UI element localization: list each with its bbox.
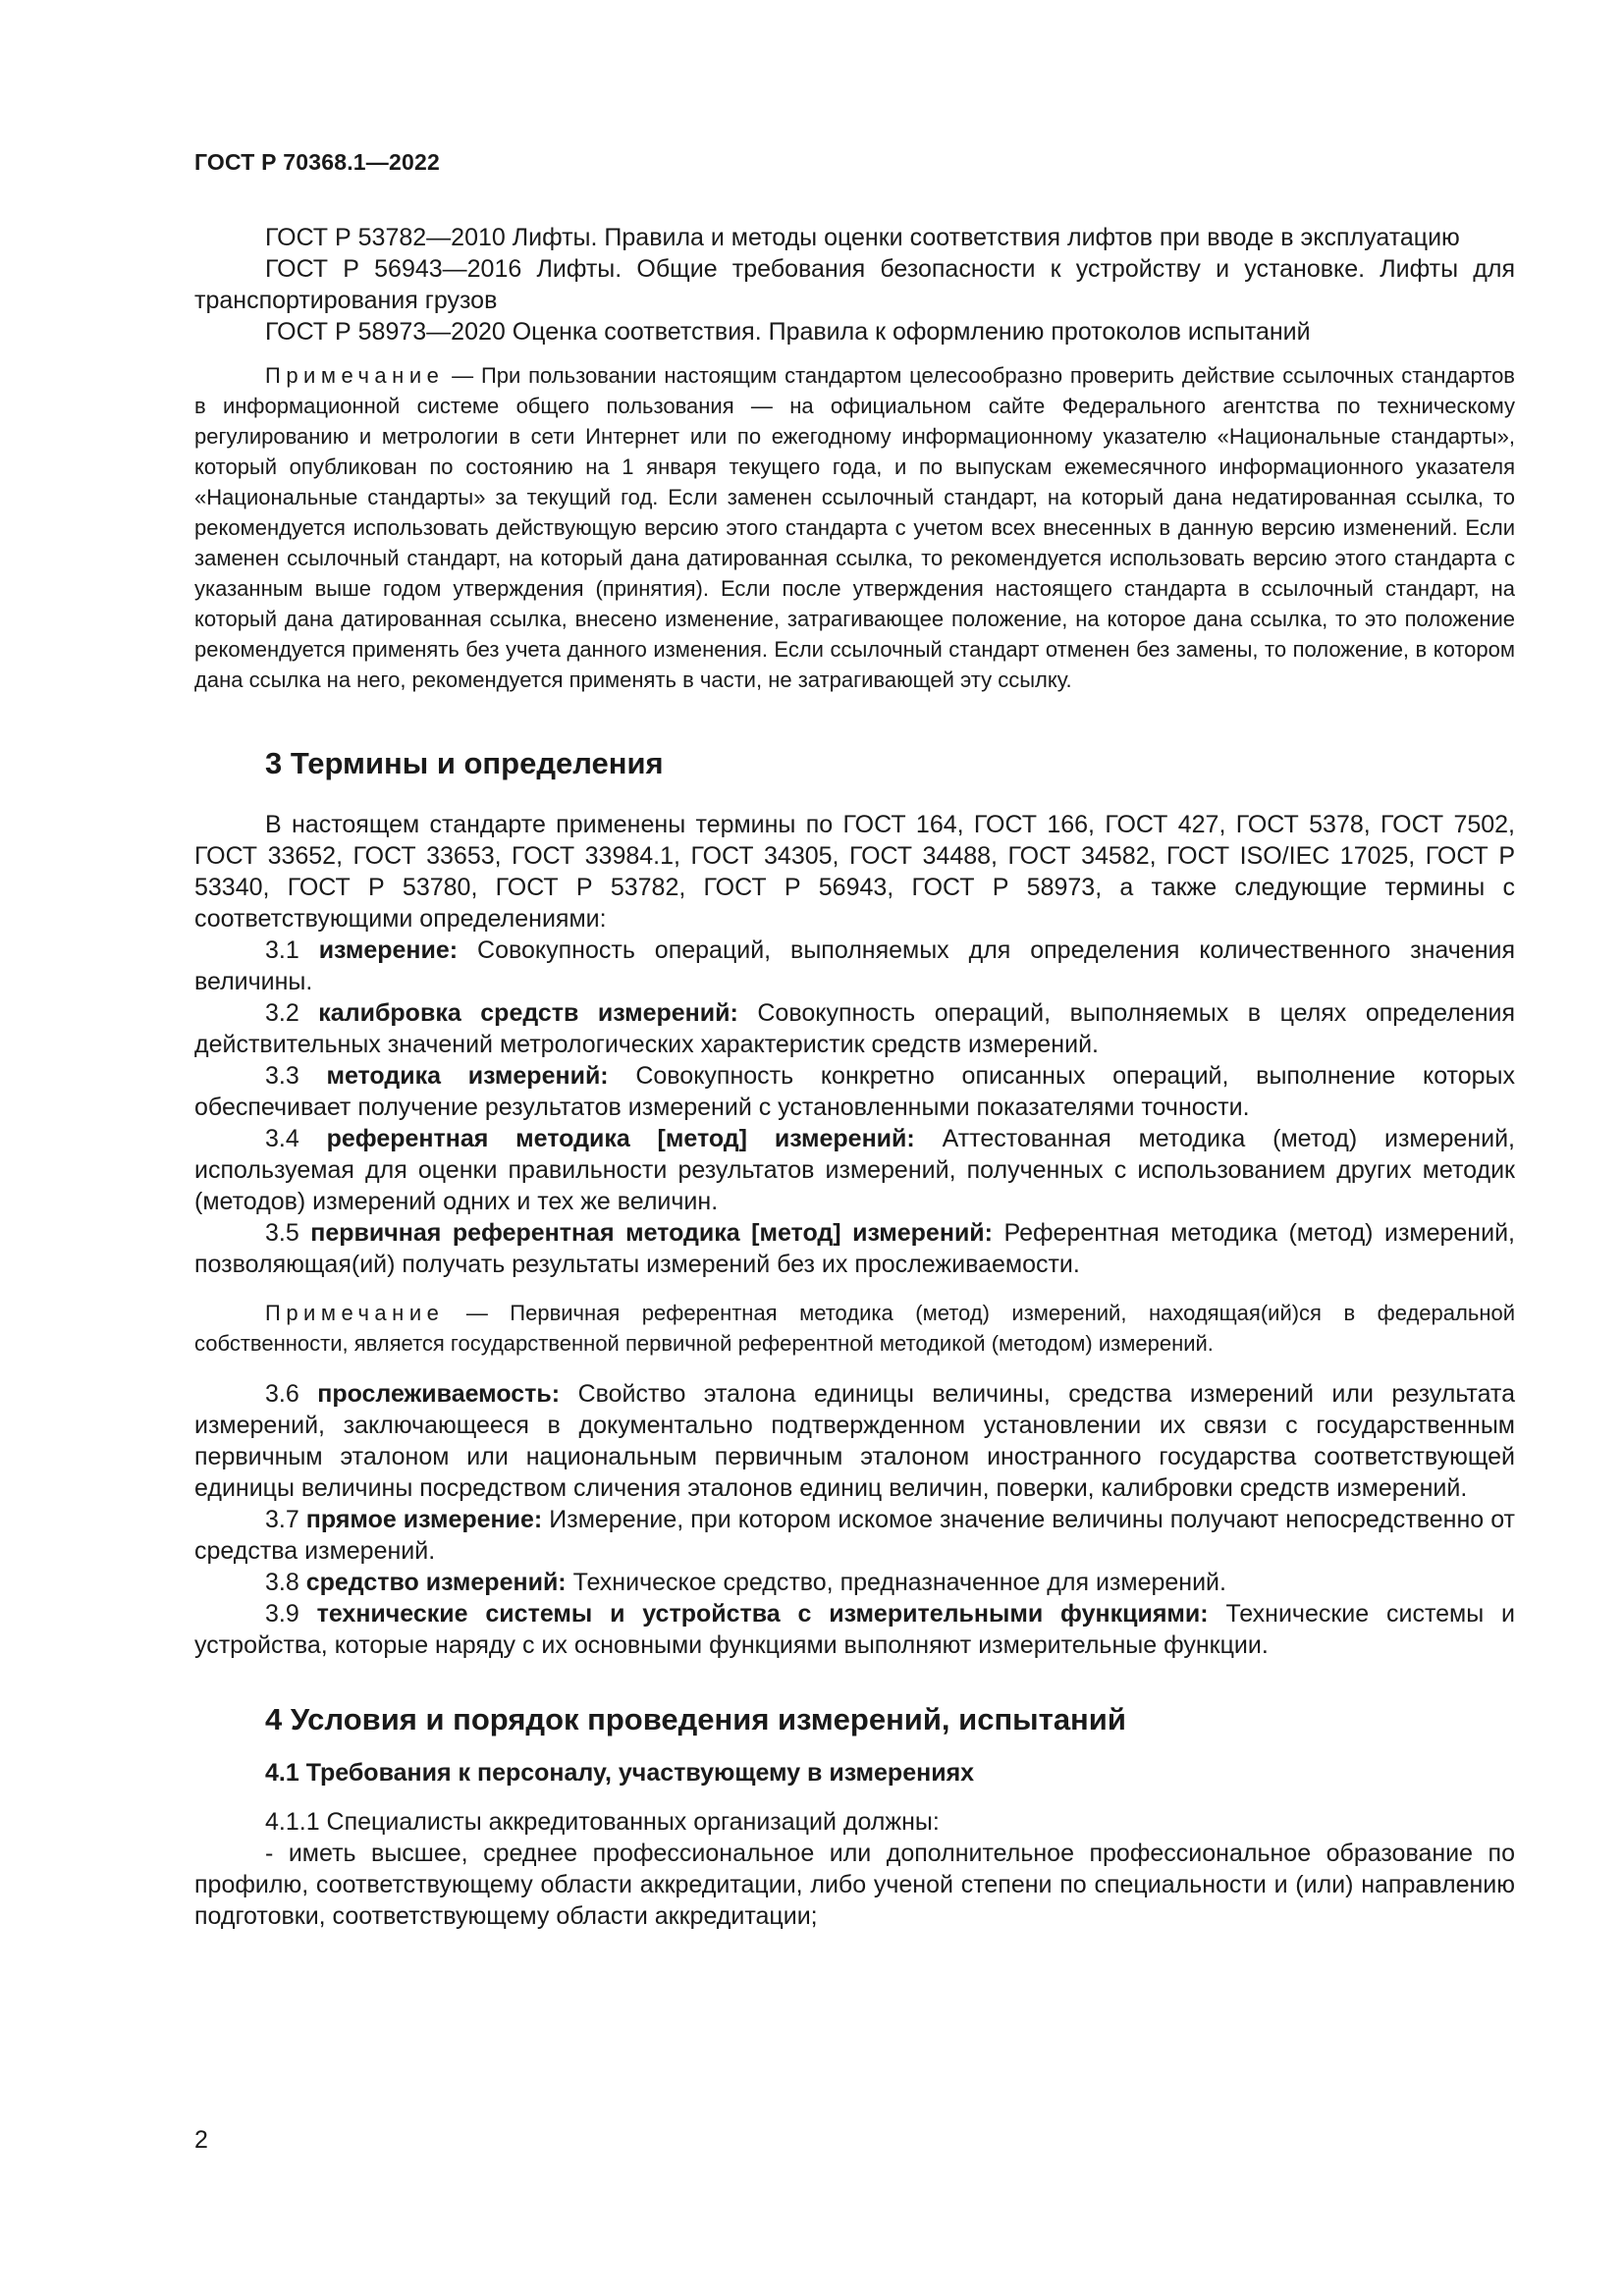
reference-item: ГОСТ Р 53782—2010 Лифты. Правила и методы оценки соответствия лифтов при вводе в эксплуатацию xyxy=(265,224,1460,251)
term-name: первичная референтная методика [метод] измерений: xyxy=(310,1219,993,1247)
term-definition xyxy=(194,1567,1515,1598)
document-header: ГОСТ Р 70368.1—2022 xyxy=(194,149,440,175)
term-name: референтная методика [метод] измерений: xyxy=(326,1125,915,1152)
term-definition xyxy=(194,934,1515,997)
term-number: 3.5 xyxy=(265,1219,311,1247)
term-number: 3.7 xyxy=(265,1506,306,1533)
reference-item: ГОСТ Р 58973—2020 Оценка соответствия. Правила к оформлению протоколов испытаний xyxy=(265,318,1311,346)
section-4-title: 4 Условия и порядок проведения измерений, испытаний xyxy=(265,1702,1126,1736)
term-def: Совокупность операций, выполняемых в целях определения действительных значений метрологических характеристик средств измерений. xyxy=(194,999,1516,1058)
term-number: 3.9 xyxy=(265,1600,317,1628)
note-references xyxy=(194,360,1515,695)
term-number: 3.1 xyxy=(265,936,319,964)
term-def: Референтная методика (метод) измерений, позволяющая(ий) получать результаты измерений без их прослеживаемости. xyxy=(194,1219,1515,1278)
page-content xyxy=(194,222,1515,1932)
term-def: Технические системы и устройства, которые наряду с их основными функциями выполняют измерительные функции. xyxy=(194,1600,1515,1659)
note-lead: Примечание xyxy=(265,1301,445,1325)
term-number: 3.4 xyxy=(265,1125,327,1152)
term-number: 3.8 xyxy=(265,1569,306,1596)
section-3-intro: В настоящем стандарте применены термины по ГОСТ 164, ГОСТ 166, ГОСТ 427, ГОСТ 5378, ГОСТ 7502, ГОСТ 33652, ГОСТ 33653, ГОСТ 33984.1, ГОСТ 34305, ГОСТ 34488, ГОСТ 34582, ГОСТ ISO/IEC 17025, ГОСТ Р 53340, ГОСТ Р 53780, ГОСТ Р 53782, ГОСТ Р 56943, ГОСТ Р 58973, а также следующие термины с соответствующими определениями: xyxy=(194,811,1515,933)
term-name: методика измерений: xyxy=(326,1062,609,1090)
term-name: прослеживаемость: xyxy=(317,1380,561,1408)
term-def: Техническое средство, предназначенное для измерений. xyxy=(566,1569,1226,1596)
term-definition xyxy=(194,1217,1515,1280)
requirement-item: - иметь высшее, среднее профессиональное или дополнительное профессиональное образование по профилю, соответствующему области аккредитации, либо ученой степени по специальности и (или) направлению подготовки, соответствующему области аккредитации; xyxy=(194,1840,1515,1930)
term-definition xyxy=(194,1123,1515,1217)
term-number: 3.6 xyxy=(265,1380,318,1408)
section-3-title: 3 Термины и определения xyxy=(265,746,664,780)
subsection-4-1-title: 4.1 Требования к персоналу, участвующему в измерениях xyxy=(265,1759,975,1787)
reference-item: ГОСТ Р 56943—2016 Лифты. Общие требования безопасности к устройству и установке. Лифты для транспортирования грузов xyxy=(194,255,1515,314)
term-definition xyxy=(194,997,1515,1060)
term-name: средство измерений: xyxy=(305,1569,567,1596)
term-name: калибровка средств измерений: xyxy=(318,999,738,1027)
note-text: — При пользовании настоящим стандартом целесообразно проверить действие ссылочных стандартов в информационной системе общего пользования — на официальном сайте Федерального агентства по техническому регулированию и метрологии в сети Интернет или по ежегодному информационному указателю «Национальные стандарты», который опубликован по состоянию на 1 января текущего года, и по выпускам ежемесячного информационного указателя «Национальные стандарты» за текущий год. Если заменен ссылочный стандарт, на который дана недатированная ссылка, то рекомендуется использовать действующую версию этого стандарта с учетом всех внесенных в данную версию изменений. Если заменен ссылочный стандарт, на который дана датированная ссылка, то рекомендуется использовать версию этого стандарта с указанным выше годом утверждения (принятия). Если после утверждения настоящего стандарта в ссылочный стандарт, на который дана датированная ссылка, внесено изменение, затрагивающее положение, на которое дана ссылка, то это положение рекомендуется применять без учета данного изменения. Если ссылочный стандарт отменен без замены, то положение, в котором дана ссылка на него, рекомендуется применять в части, не затрагивающей эту ссылку. xyxy=(194,363,1515,692)
term-name: технические системы и устройства с измерительными функциями: xyxy=(316,1600,1209,1628)
note-text: — Первичная референтная методика (метод) измерений, находящая(ий)ся в федеральной собственности, является государственной первичной референтной методикой (методом) измерений. xyxy=(194,1301,1515,1356)
term-name: измерение: xyxy=(318,936,459,964)
term-def: Свойство эталона единицы величины, средства измерений или результата измерений, заключающееся в документально подтвержденном установлении их связи с государственным первичным эталоном или национальным первичным эталоном иностранного государства соответствующей единицы величины посредством сличения эталонов единиц величин, поверки, калибровки средств измерений. xyxy=(194,1380,1516,1502)
paragraph-4-1-1: 4.1.1 Специалисты аккредитованных организаций должны: xyxy=(265,1808,940,1836)
term-name: прямое измерение: xyxy=(305,1506,543,1533)
page-number: 2 xyxy=(194,2126,208,2154)
term-definition xyxy=(194,1504,1515,1567)
note-lead: Примечание xyxy=(265,363,445,388)
term-def: Измерение, при котором искомое значение величины получают непосредственно от средства измерений. xyxy=(194,1506,1515,1565)
term-number: 3.2 xyxy=(265,999,319,1027)
term-def: Совокупность операций, выполняемых для определения количественного значения величины. xyxy=(194,936,1515,995)
term-definition xyxy=(194,1598,1515,1661)
term-number: 3.3 xyxy=(265,1062,327,1090)
term-definition xyxy=(194,1378,1515,1504)
term-def: Аттестованная методика (метод) измерений, используемая для оценки правильности результатов измерений, полученных с использованием других методик (методов) измерений одних и тех же величин. xyxy=(194,1125,1516,1215)
note-primary-method xyxy=(194,1298,1515,1359)
term-definition xyxy=(194,1060,1515,1123)
term-def: Совокупность конкретно описанных операций, выполнение которых обеспечивает получение результатов измерений с установленными показателями точности. xyxy=(194,1062,1515,1121)
